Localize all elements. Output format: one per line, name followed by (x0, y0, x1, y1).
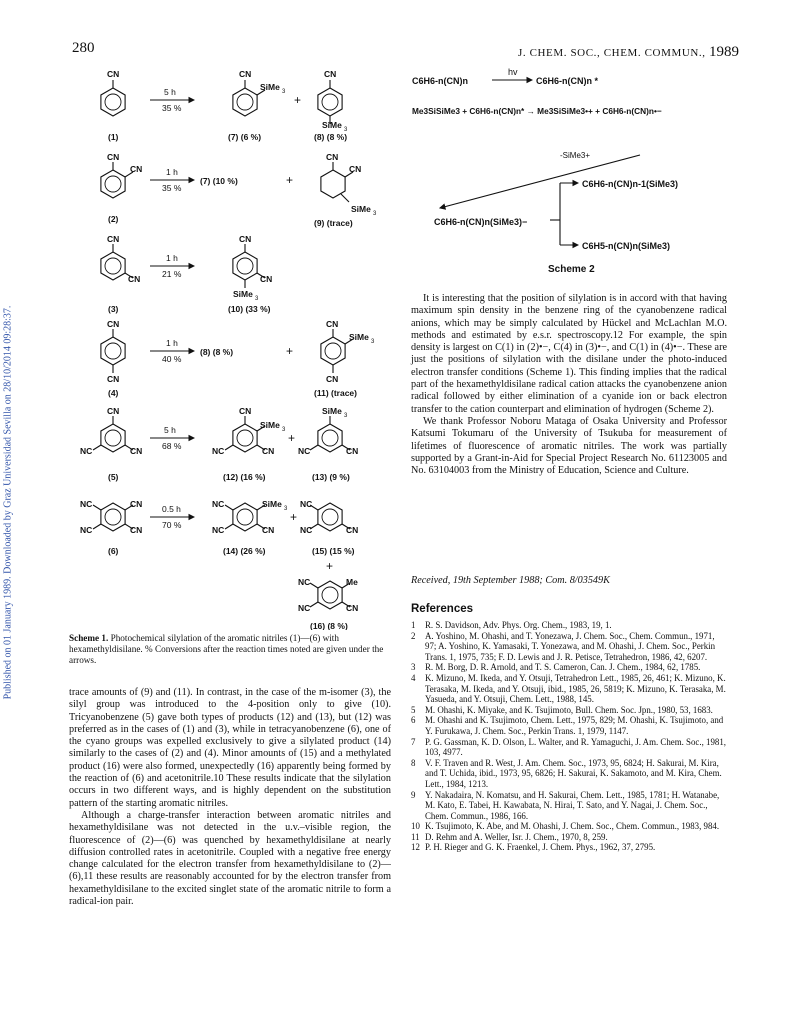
svg-text:CN: CN (239, 234, 252, 244)
reference-text: M. Ohashi, K. Miyake, and K. Tsujimoto, Bull. Chem. Soc. Jpn., 1980, 53, 1683. (425, 704, 713, 715)
reference-item (411, 705, 727, 716)
arrow-conversion: 70 % (162, 520, 182, 530)
product-label: (16) (8 %) (310, 621, 348, 630)
scheme-1-caption (69, 633, 390, 666)
product-label: (13) (9 %) (312, 472, 350, 482)
reference-item (411, 842, 727, 853)
product-bottom: C6H5-n(CN)n(SiMe3) (582, 241, 671, 251)
svg-text:+: + (286, 344, 294, 358)
svg-text:CN: CN (130, 164, 143, 174)
reference-number: 7 (411, 736, 416, 747)
svg-text:+: + (290, 510, 298, 524)
reference-text: Y. Nakadaira, N. Komatsu, and H. Sakurai, Chem. Lett., 1985, 1781; H. Watanabe, M. Kato, E. Tabei, H. Kawabata, N. Hirai, T. Sato, and Y. Nagai, J. Chem. Soc., Chem. Commun., 1986, 166. (425, 789, 720, 821)
reference-number: 10 (411, 821, 420, 832)
svg-text:+: + (286, 173, 294, 187)
compound-label: (5) (108, 472, 119, 482)
svg-text:NC: NC (212, 499, 225, 509)
reference-text: P. H. Rieger and G. K. Fraenkel, J. Chem. Phys., 1962, 37, 2795. (425, 842, 656, 853)
svg-text:3: 3 (373, 211, 377, 217)
received-date: Received, 19th September 1988; Com. 8/03549K (411, 575, 610, 586)
arrow-time: 5 h (164, 87, 176, 97)
svg-text:NC: NC (300, 525, 313, 535)
reference-item (411, 832, 727, 843)
svg-text:+: + (294, 93, 302, 107)
reference-number: 5 (411, 704, 416, 715)
references-list (411, 620, 727, 853)
eq1-arrow-label: hv (508, 67, 518, 77)
reference-text: R. M. Borg, D. R. Arnold, and T. S. Cameron, Can. J. Chem., 1984, 62, 1785. (425, 662, 701, 673)
compound-label: (2) (108, 214, 119, 224)
reference-item (411, 715, 727, 736)
svg-text:CN: CN (107, 406, 120, 416)
svg-text:NC: NC (298, 603, 311, 613)
svg-text:SiMe: SiMe (233, 289, 253, 299)
svg-text:NC: NC (212, 525, 225, 535)
product-label: (8) (8 %) (314, 132, 348, 142)
svg-text:CN: CN (349, 164, 362, 174)
eq2: Me3SiSiMe3 + C6H6-n(CN)n* → Me3SiSiMe3•+ + C6H6-n(CN)n•− (412, 106, 662, 116)
running-header (518, 44, 739, 61)
svg-text:CN: CN (107, 319, 120, 329)
svg-text:SiMe: SiMe (260, 82, 280, 92)
svg-text:CN: CN (239, 69, 252, 79)
svg-text:CN: CN (326, 152, 339, 162)
caption-text: Photochemical silylation of the aromatic nitriles (1)—(6) with hexamethyldisilane. % Conversions after the reaction times noted are given under the arrows. (69, 633, 384, 665)
svg-text:CN: CN (239, 406, 252, 416)
arrow-time: 1 h (166, 338, 178, 348)
svg-text:Me: Me (346, 577, 358, 587)
journal-name: J. CHEM. SOC., CHEM. COMMUN., (518, 47, 706, 59)
loss-label: -SiMe3+ (560, 151, 591, 160)
svg-text:CN: CN (107, 374, 120, 384)
svg-text:CN: CN (130, 525, 143, 535)
page-number: 280 (72, 40, 95, 56)
svg-text:SiMe: SiMe (322, 120, 342, 130)
reference-number: 2 (411, 630, 416, 641)
svg-text:+: + (288, 431, 296, 445)
product-top: C6H6-n(CN)n-1(SiMe3) (582, 179, 679, 189)
svg-text:NC: NC (300, 499, 313, 509)
svg-text:CN: CN (262, 446, 275, 456)
reference-text: P. G. Gassman, K. D. Olson, L. Walter, and R. Yamaguchi, J. Am. Chem. Soc., 1981, 103, 4977. (425, 736, 726, 758)
svg-text:NC: NC (80, 525, 93, 535)
paragraph: It is interesting that the position of silylation is in accord with that having maximum spin density in the benzene ring of the cyanobenzene radical anions, which may be simply calculated by Hückel and McLachlan M.O. methods and estimated by e.s.r. spectroscopy.12 For example, the spin density is largest on C(1) in (2)•−, C(4) in (3)•−, and C(1) in (4)•−. These are just the positions of silylation with the disilane under the photo-induced electron transfer conditions (Scheme 1). This finding implies that the radical part of the hexamethyldisilane radical cation attacks the cyanobenzene anion radical followed by either elimination of a cyanide ion or back electron transfer to the cation counterpart and elimination of hydrogen (Scheme 2). (411, 293, 727, 415)
product-label: (11) (trace) (314, 388, 357, 398)
product-label: (7) (6 %) (228, 132, 262, 142)
intermediate: C6H6-n(CN)n(SiMe3)− (434, 217, 528, 227)
reference-item (411, 631, 727, 663)
reference-number: 8 (411, 757, 416, 768)
svg-text:NC: NC (80, 446, 93, 456)
product-label: (10) (33 %) (228, 304, 271, 314)
reference-text: K. Mizuno, M. Ikeda, and Y. Otsuji, Tetrahedron Lett., 1985, 26, 461; K. Mizuno, K. Terasaka, M. Ikeda, and Y. Otsuji, ibid., 1985, 26, 5819; K. Mizuno, K. Terasaka, M. Yasueda, and Y. Otsuji, Chem. Lett., 1988, 145. (425, 672, 726, 705)
caption-label: Scheme 1. (69, 633, 109, 643)
arrow-conversion: 68 % (162, 441, 182, 451)
svg-text:CN: CN (326, 374, 339, 384)
svg-text:CN: CN (130, 499, 143, 509)
arrow-conversion: 40 % (162, 354, 182, 364)
svg-text:CN: CN (107, 69, 120, 79)
svg-text:CN: CN (130, 446, 143, 456)
product-label: (9) (trace) (314, 218, 353, 228)
svg-text:3: 3 (344, 127, 348, 133)
svg-text:NC: NC (80, 499, 93, 509)
svg-text:+: + (326, 559, 334, 573)
arrow-time: 1 h (166, 253, 178, 263)
svg-text:3: 3 (255, 296, 259, 302)
svg-text:CN: CN (260, 274, 273, 284)
svg-text:CN: CN (346, 603, 359, 613)
svg-text:SiMe: SiMe (322, 406, 342, 416)
product-label: (12) (16 %) (223, 472, 266, 482)
svg-text:SiMe: SiMe (349, 332, 369, 342)
svg-text:CN: CN (324, 69, 337, 79)
svg-text:CN: CN (326, 319, 339, 329)
paragraph: We thank Professor Noboru Mataga of Osaka University and Professor Katsumi Tokumaru of the University of Tsukuba for measurement of lifetimes of fluorescence of aromatic nitriles. The work was partially supported by a Grant-in-Aid for Special Project Research No. 61123005 and No. 63104003 from the Ministry of Education, Science and Culture. (411, 415, 727, 477)
eq1-right: C6H6-n(CN)n * (536, 76, 598, 86)
download-notice[interactable]: Published on 01 January 1989. Downloaded by Graz Universidad Sevilla on 28/10/2014 09:28:37. (2, 305, 14, 700)
scheme-2-figure (410, 60, 760, 280)
left-column-text (69, 687, 391, 908)
right-column-text (411, 293, 727, 477)
reference-item (411, 821, 727, 832)
svg-text:CN: CN (262, 525, 275, 535)
compound-label: (3) (108, 304, 119, 314)
reference-item (411, 737, 727, 758)
reference-text: M. Ohashi and K. Tsujimoto, Chem. Lett., 1975, 829; M. Ohashi, K. Tsujimoto, and Y. Furukawa, J. Chem. Soc., Perkin Trans. 1, 1979, 1147. (425, 715, 724, 736)
product-label: (7) (10 %) (200, 176, 238, 186)
svg-text:CN: CN (346, 446, 359, 456)
reference-number: 11 (411, 831, 420, 842)
paragraph: Although a charge-transfer interaction between aromatic nitriles and hexamethyldisilane was not detected in the u.v.–visible region, the fluorescence of (2)—(6) was quenched by hexamethyldisilane at nearly diffusion controlled rates in acetonitrile. Coupled with a negative free energy change calculated for the electron transfer from hexamethyldisilane to (2)—(6),11 these results are reasonably accounted for by the electron transfer from hexamethyldisilane to the excited singlet state of the aromatic nitrile to form a radical-ion pair. (69, 809, 391, 908)
references-heading: References (411, 603, 474, 615)
svg-text:CN: CN (128, 274, 141, 284)
reference-text: D. Rehm and A. Weller, Isr. J. Chem., 1970, 8, 259. (425, 831, 608, 842)
reference-item (411, 620, 727, 631)
svg-text:3: 3 (284, 506, 288, 512)
svg-text:3: 3 (282, 89, 286, 95)
reference-number: 4 (411, 672, 416, 683)
reference-number: 12 (411, 842, 420, 853)
reference-number: 3 (411, 662, 416, 673)
svg-text:NC: NC (298, 577, 311, 587)
svg-text:CN: CN (107, 152, 120, 162)
reference-text: V. F. Traven and R. West, J. Am. Chem. Soc., 1973, 95, 6824; H. Sakurai, M. Kira, and T. Uchida, ibid., 1973, 95, 6826; H. Sakurai, K. Sakamoto, and M. Kira, Chem. Lett., 1984, 1213. (425, 757, 722, 789)
product-label: (14) (26 %) (223, 546, 266, 556)
reference-text: A. Yoshino, M. Ohashi, and T. Yonezawa, J. Chem. Soc., Chem. Commun., 1971, 97; A. Yoshino, K. Yamasaki, T. Yonezawa, and M. Ohashi, J. Chem. Soc., Perkin Trans. 1, 1975, 735; F. D. Lewis and J. R. Petisce, Tetrahedron, 1986, 42, 6207. (425, 630, 716, 662)
svg-text:SiMe: SiMe (351, 204, 371, 214)
product-label: (8) (8 %) (200, 347, 234, 357)
paragraph: trace amounts of (9) and (11). In contrast, in the case of the m-isomer (3), the silyl group was introduced to the 4-position only to give (10). Tricyanobenzene (5) gave both types of products (12) and (13), but (12) was preferred as in the cases of (1) and (3), while in tetracyanobenzene (6), one of the cyano groups was expelled exclusively to give a silylated product (14) similarly to the cases of (2) and (4). Minor amounts of (15) and a methylated product (16) were also formed, unexpectedly (16) apparently being formed by the reaction of (6) and acetonitrile.10 These results indicate that the silylation occurs in two different ways, and is highly dependent on the substitution pattern of the starting aromatic nitriles. (69, 687, 391, 809)
scheme-1-figure (68, 60, 398, 630)
compound-label: (1) (108, 132, 119, 142)
compound-label: (4) (108, 388, 119, 398)
svg-text:NC: NC (298, 446, 311, 456)
svg-text:3: 3 (344, 413, 348, 419)
svg-text:3: 3 (282, 427, 286, 433)
reference-item (411, 662, 727, 673)
reference-number: 9 (411, 789, 416, 800)
eq1-left: C6H6-n(CN)n (412, 76, 468, 86)
arrow-time: 0.5 h (162, 504, 181, 514)
arrow-conversion: 35 % (162, 103, 182, 113)
reference-number: 1 (411, 620, 416, 630)
arrow-conversion: 35 % (162, 183, 182, 193)
arrow-time: 1 h (166, 167, 178, 177)
svg-text:SiMe: SiMe (262, 499, 282, 509)
svg-text:SiMe: SiMe (260, 420, 280, 430)
svg-text:CN: CN (346, 525, 359, 535)
arrow-time: 5 h (164, 425, 176, 435)
reference-item (411, 758, 727, 790)
svg-text:NC: NC (212, 446, 225, 456)
reference-number: 6 (411, 715, 416, 726)
reference-item (411, 673, 727, 705)
reference-text: R. S. Davidson, Adv. Phys. Org. Chem., 1983, 19, 1. (425, 620, 612, 630)
journal-year: 1989 (708, 44, 739, 60)
product-label: (15) (15 %) (312, 546, 355, 556)
compound-label: (6) (108, 546, 119, 556)
svg-text:3: 3 (371, 339, 375, 345)
arrow-conversion: 21 % (162, 269, 182, 279)
svg-text:CN: CN (107, 234, 120, 244)
scheme-2-title: Scheme 2 (548, 264, 595, 275)
reference-text: K. Tsujimoto, K. Abe, and M. Ohashi, J. Chem. Soc., Chem. Commun., 1983, 984. (425, 821, 720, 832)
reference-item (411, 790, 727, 822)
